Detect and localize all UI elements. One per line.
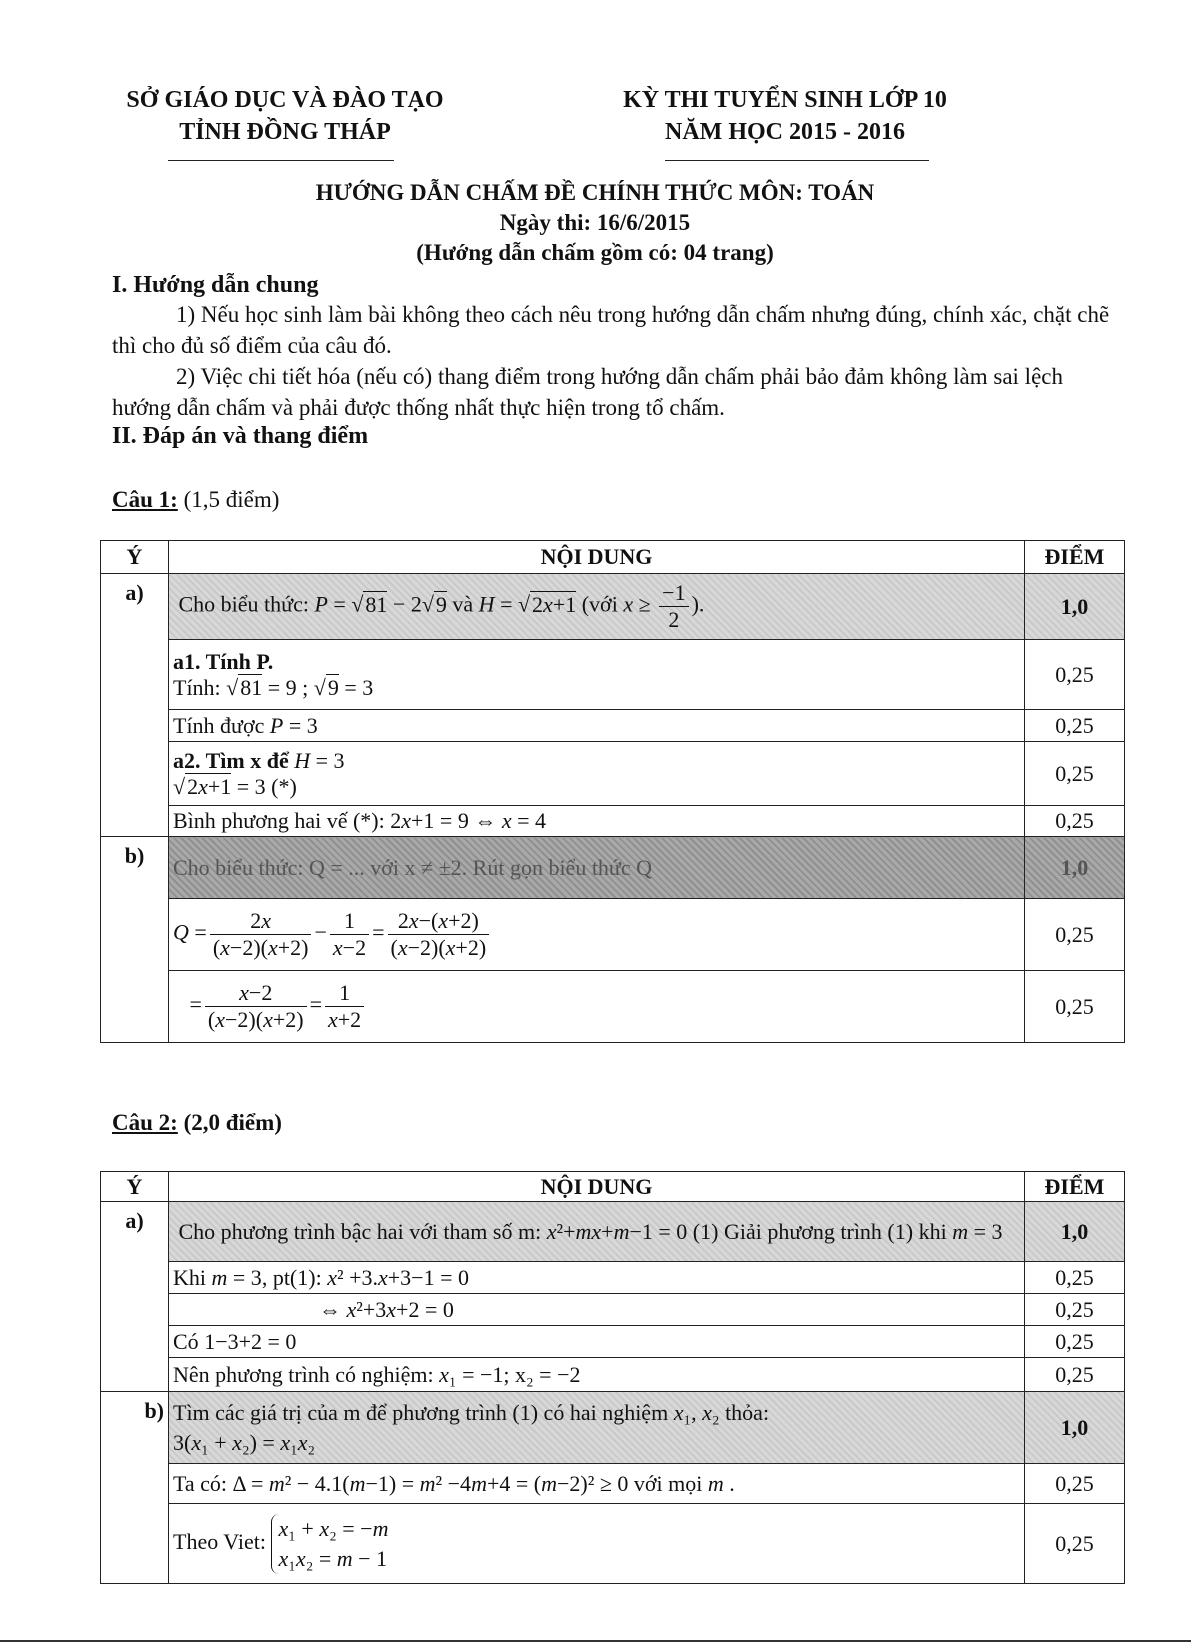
statement-end: thỏa: xyxy=(725,1399,770,1425)
table-row xyxy=(101,1504,1125,1584)
part-b-label: b) xyxy=(101,837,169,1043)
answers-heading: II. Đáp án và thang điểm xyxy=(112,423,369,449)
a1-title: a1. Tính P. xyxy=(173,648,274,674)
r3-prefix: Có xyxy=(173,1328,199,1354)
part-b-statement: Tìm các giá trị của m để phương trình (1) có hai nghiệm x₁, x₂ thỏa: 3(x₁ + x₂) = x₁x₂ xyxy=(169,1392,1025,1464)
row-a3: Có 1−3+2 = 0 xyxy=(169,1326,1025,1358)
part-a-points: 1,0 xyxy=(1025,1202,1125,1262)
part-b-label: b) xyxy=(101,1392,169,1584)
table-header-row xyxy=(101,1172,1125,1202)
col-header-content: NỘI DUNG xyxy=(169,1172,1025,1202)
row-b1-points: 0,25 xyxy=(1025,899,1125,971)
r5-prefix: Ta có: xyxy=(173,1470,228,1496)
title-line3: (Hướng dẫn chấm gồm có: 04 trang) xyxy=(416,240,774,265)
a2-step-text: Bình phương hai vế (*): xyxy=(173,808,385,833)
table-row xyxy=(101,1202,1125,1262)
question-2-label: Câu 2: xyxy=(112,1110,178,1135)
department-line2: TỈNH ĐỒNG THÁP xyxy=(179,119,391,145)
row-b1-points: 0,25 xyxy=(1025,1464,1125,1504)
row-b1: Q = $\frac{2x}{(x-2)(x+2)}$ − $\frac{1}{x-2}$ = $\frac{2x-(x+2)}{(x-2)(x+2)}$ xyxy=(169,899,1025,971)
question-1-table xyxy=(100,540,1125,1043)
general-paragraph-1: 1) Nếu học sinh làm bài không theo cách nêu trong hướng dẫn chấm nhưng đúng, chính xác, chặt chẽ thì cho đủ số điểm của câu đó. xyxy=(112,302,1110,358)
part-a-statement: Cho biểu thức: P = √81 − 2√9 và H = √2x+1 (với x ≥ $\frac{-1}{2}$ ). xyxy=(169,574,1025,640)
r4-prefix: Nên phương trình có nghiệm: xyxy=(173,1361,434,1387)
row-a2-points: 0,25 xyxy=(1025,742,1125,806)
header-right-rule xyxy=(665,160,929,161)
exam-line1: KỲ THI TUYỂN SINH LỚP 10 xyxy=(623,87,947,113)
row-a4-points: 0,25 xyxy=(1025,1358,1125,1392)
part-b-statement: Cho biểu thức: Q = ... với x ≠ ±2. Rút gọn biểu thức Q xyxy=(169,837,1025,899)
row-b2: = $\frac{x-2}{(x-2)(x+2)}$ = $\frac{1}{x+2}$ xyxy=(169,971,1025,1043)
table-row xyxy=(101,1358,1125,1392)
part-b-points: 1,0 xyxy=(1025,837,1125,899)
document-title xyxy=(150,178,1040,268)
col-header-y: Ý xyxy=(101,541,169,574)
table-row xyxy=(101,742,1125,806)
statement-end: (1) Giải phương trình (1) khi xyxy=(692,1218,947,1244)
r1-prefix: Khi xyxy=(173,1264,206,1290)
row-a1-result: Tính được P = 3 xyxy=(169,710,1025,742)
exam-line2: NĂM HỌC 2015 - 2016 xyxy=(665,119,905,145)
exam-name xyxy=(590,84,980,148)
col-header-points: ĐIỂM xyxy=(1025,541,1125,574)
viet-system: x₁ + x₂ = −m x₁x₂ = m − 1 xyxy=(271,1514,388,1574)
question-1-label: Câu 1: xyxy=(112,487,178,512)
table-row xyxy=(101,971,1125,1043)
row-a3-points: 0,25 xyxy=(1025,1326,1125,1358)
title-line1: HƯỚNG DẪN CHẤM ĐỀ CHÍNH THỨC MÔN: TOÁN xyxy=(315,180,875,205)
table-row xyxy=(101,806,1125,837)
statement-text: Cho phương trình bậc hai với tham số m: xyxy=(178,1218,542,1244)
row-a2-step: Bình phương hai vế (*): 2x+1 = 9 ⇔ x = 4 xyxy=(169,806,1025,837)
col-header-points: ĐIỂM xyxy=(1025,1172,1125,1202)
table-row xyxy=(101,899,1125,971)
table-row xyxy=(101,1262,1125,1294)
question-2-points: (2,0 điểm) xyxy=(183,1110,282,1135)
general-heading: I. Hướng dẫn chung xyxy=(112,272,319,298)
r1-mid: , pt(1): xyxy=(261,1264,322,1290)
row-a2-step-points: 0,25 xyxy=(1025,806,1125,837)
part-a-label: a) xyxy=(101,1202,169,1392)
question-2-table xyxy=(100,1171,1125,1584)
row-a1-points: 0,25 xyxy=(1025,1262,1125,1294)
question-2-heading xyxy=(112,1110,282,1136)
general-paragraph-2: 2) Việc chi tiết hóa (nếu có) thang điểm trong hướng dẫn chấm phải bảo đảm không làm sai lệch hướng dẫn chấm và phải được thống nhất thực hiện trong tổ chấm. xyxy=(112,364,1063,420)
part-a-statement: Cho phương trình bậc hai với tham số m: x²+mx+m−1 = 0 (1) Giải phương trình (1) khi m = 3 xyxy=(169,1202,1025,1262)
question-1-heading xyxy=(112,487,279,513)
r6-prefix: Theo Viet: xyxy=(173,1528,266,1554)
part-b-points: 1,0 xyxy=(1025,1392,1125,1464)
row-b1: Ta có: Δ = m² − 4.1(m−1) = m² −4m+4 = (m−2)² ≥ 0 với mọi m . xyxy=(169,1464,1025,1504)
statement-condition: (với xyxy=(581,591,618,617)
row-a1-points: 0,25 xyxy=(1025,640,1125,710)
row-a1: Khi m = 3, pt(1): x² +3.x+3−1 = 0 xyxy=(169,1262,1025,1294)
row-a1-result-points: 0,25 xyxy=(1025,710,1125,742)
header-left-rule xyxy=(168,160,394,161)
part-a-points: 1,0 xyxy=(1025,574,1125,640)
part-a-label: a) xyxy=(101,574,169,837)
row-b2-points: 0,25 xyxy=(1025,1504,1125,1584)
col-header-content: NỘI DUNG xyxy=(169,541,1025,574)
a1-calc-prefix: Tính: xyxy=(173,674,221,700)
page-bottom-rule xyxy=(0,1640,1191,1642)
statement-text: Cho biểu thức: xyxy=(178,591,309,617)
table-row xyxy=(101,640,1125,710)
department-line1: SỞ GIÁO DỤC VÀ ĐÀO TẠO xyxy=(126,87,444,113)
row-a2: ⇔ x²+3x+2 = 0 xyxy=(169,1294,1025,1326)
statement-text: Tìm các giá trị của m để phương trình (1) có hai nghiệm xyxy=(173,1399,669,1425)
row-a2-points: 0,25 xyxy=(1025,1294,1125,1326)
table-row xyxy=(101,1294,1125,1326)
col-header-y: Ý xyxy=(101,1172,169,1202)
a2-title: a2. Tìm x để xyxy=(173,747,289,773)
table-row xyxy=(101,1464,1125,1504)
r5-suffix: với mọi xyxy=(633,1470,703,1496)
row-b2-points: 0,25 xyxy=(1025,971,1125,1043)
a1-result-prefix: Tính được xyxy=(173,712,265,738)
table-row xyxy=(101,1392,1125,1464)
table-header-row xyxy=(101,541,1125,574)
title-line2: Ngày thi: 16/6/2015 xyxy=(499,210,691,235)
row-a4: Nên phương trình có nghiệm: x₁ = −1; x₂ = −2 xyxy=(169,1358,1025,1392)
row-a2: a2. Tìm x để H = 3 √2x+1 = 3 (*) xyxy=(169,742,1025,806)
table-row xyxy=(101,1326,1125,1358)
department-name xyxy=(100,84,470,148)
table-row xyxy=(101,837,1125,899)
question-1-points: (1,5 điểm) xyxy=(183,487,280,512)
row-a1: a1. Tính P. Tính: √81 = 9 ; √9 = 3 xyxy=(169,640,1025,710)
statement-connector: và xyxy=(452,591,474,617)
row-b2 xyxy=(169,1504,1025,1584)
table-row xyxy=(101,574,1125,640)
table-row xyxy=(101,710,1125,742)
